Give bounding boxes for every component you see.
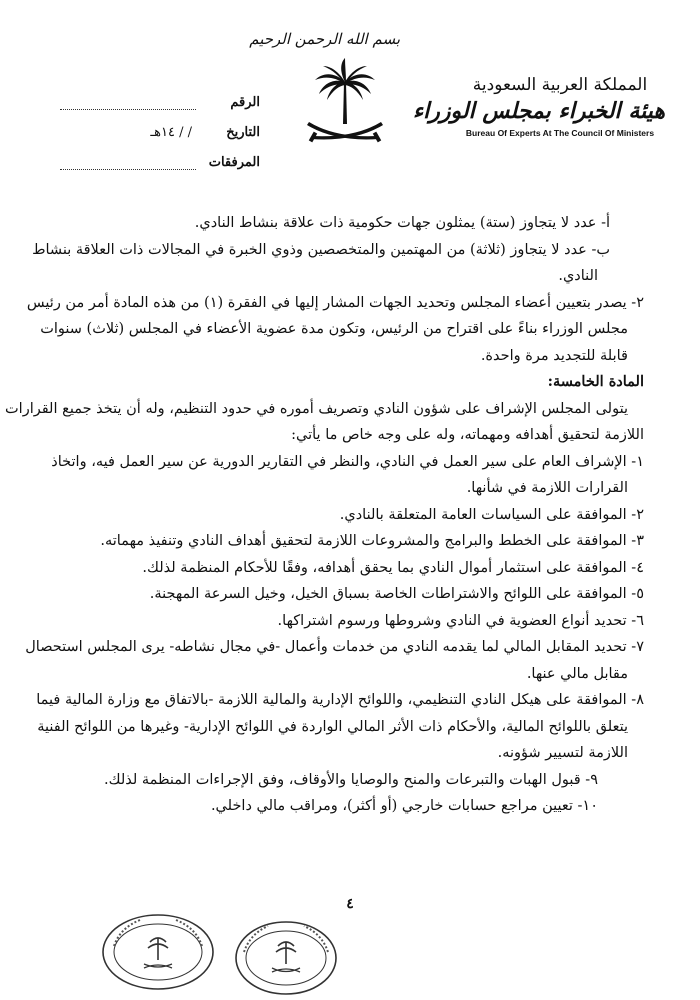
body-line: ٦- تحديد أنواع العضوية في النادي وشروطها ورسوم اشتراكها.: [277, 612, 644, 629]
body-line: مجلس الوزراء بناءً على اقتراح من الرئيس، وتكون مدة عضوية الأعضاء في المجلس (ثلاث) سنوات: [40, 321, 628, 337]
date-value: / / ١٤هـ: [150, 125, 192, 140]
body-line: ٤- الموافقة على استثمار أموال النادي بما يحقق أهدافه، وفقًا للأحكام المنظمة لذلك.: [142, 559, 644, 576]
body-line: اللازمة لتسيير شؤونه.: [497, 745, 628, 761]
page-number: ٤: [346, 896, 354, 912]
document-body: [5, 210, 644, 820]
body-line: ب- عدد لا يتجاوز (ثلاثة) من المهتمين والمتخصصين وذوي الخبرة في المجالات ذات العلاقة بنشاط: [32, 241, 610, 258]
body-line: اللازمة لتحقيق أهدافه ومهماته، وله على وجه خاص ما يأتي:: [291, 427, 644, 443]
body-line: ٢- يصدر بتعيين أعضاء المجلس وتحديد الجهات المشار إليها في الفقرة (١) من هذه المادة أمر من رئيس: [26, 294, 644, 311]
body-line: ٩- قبول الهبات والتبرعات والمنح والوصايا والأوقاف، وفق الإجراءات المنظمة لذلك.: [103, 771, 598, 788]
body-line: مقابل مالي عنها.: [526, 665, 628, 682]
reference-number-row: [60, 80, 260, 110]
body-line: ١٠- تعيين مراجع حسابات خارجي (أو أكثر)، ومراقب مالي داخلي.: [210, 798, 598, 814]
saudi-emblem-icon: [295, 52, 395, 152]
organization-block: [412, 74, 665, 138]
letterhead: [0, 0, 700, 175]
body-line: النادي.: [558, 268, 598, 284]
reference-number-blank: [60, 95, 196, 110]
attachments-row: [60, 140, 260, 170]
body-line: أ- عدد لا يتجاوز (ستة) يمثلون جهات حكومية ذات علاقة بنشاط النادي.: [194, 215, 610, 231]
body-line: يتعلق باللوائح المالية، والأحكام ذات الأثر المالي الواردة في اللوائح الإدارية- وغيرها من اللوائح الفنية: [37, 718, 628, 735]
body-line: ٢- الموافقة على السياسات العامة المتعلقة بالنادي.: [339, 506, 644, 523]
reference-number-label: الرقم: [230, 95, 260, 110]
attachments-blank: [60, 155, 196, 170]
org-english-name: Bureau Of Experts At The Council Of Ministers: [465, 128, 655, 138]
body-line: ٥- الموافقة على اللوائح والاشتراطات الخاصة بسباق الخيل، وخيل السرعة المهجنة.: [149, 586, 644, 602]
body-line: ٣- الموافقة على الخطط والبرامج والمشروعات اللازمة لتحقيق أهداف النادي وتنفيذ مهماته.: [100, 533, 644, 549]
body-line: القرارات اللازمة في شأنها.: [466, 480, 628, 496]
reference-fields: [60, 80, 260, 170]
body-line: ١- الإشراف العام على سير العمل في النادي، والنظر في التقارير الدورية عن سير العمل فيه، واتخاذ: [51, 453, 644, 470]
basmala: بسم الله الرحمن الرحيم: [249, 30, 400, 48]
org-bureau-name: هيئة الخبراء بمجلس الوزراء: [412, 98, 665, 124]
body-line: يتولى المجلس الإشراف على شؤون النادي وتصريف أموره في حدود التنظيم، وله أن يتخذ جميع القرارات: [5, 400, 628, 417]
org-kingdom-name: المملكة العربية السعودية: [472, 75, 648, 95]
body-line: قابلة للتجديد مرة واحدة.: [480, 347, 628, 364]
attachments-label: المرفقات: [208, 155, 260, 170]
official-stamp-icon: [100, 912, 216, 992]
body-line: ٨- الموافقة على هيكل النادي التنظيمي، واللوائح الإدارية والمالية اللازمة -بالاتفاق مع وزارة المالية فيما: [36, 692, 644, 708]
body-line: ٧- تحديد المقابل المالي لما يقدمه النادي من خدمات وأعمال -في مجال نشاطه- يرى المجلس استحصال: [25, 639, 644, 655]
official-stamp-icon: [232, 918, 340, 998]
date-label: التاريخ: [226, 125, 260, 140]
article-heading: المادة الخامسة:: [547, 373, 644, 390]
date-row: [60, 110, 260, 140]
